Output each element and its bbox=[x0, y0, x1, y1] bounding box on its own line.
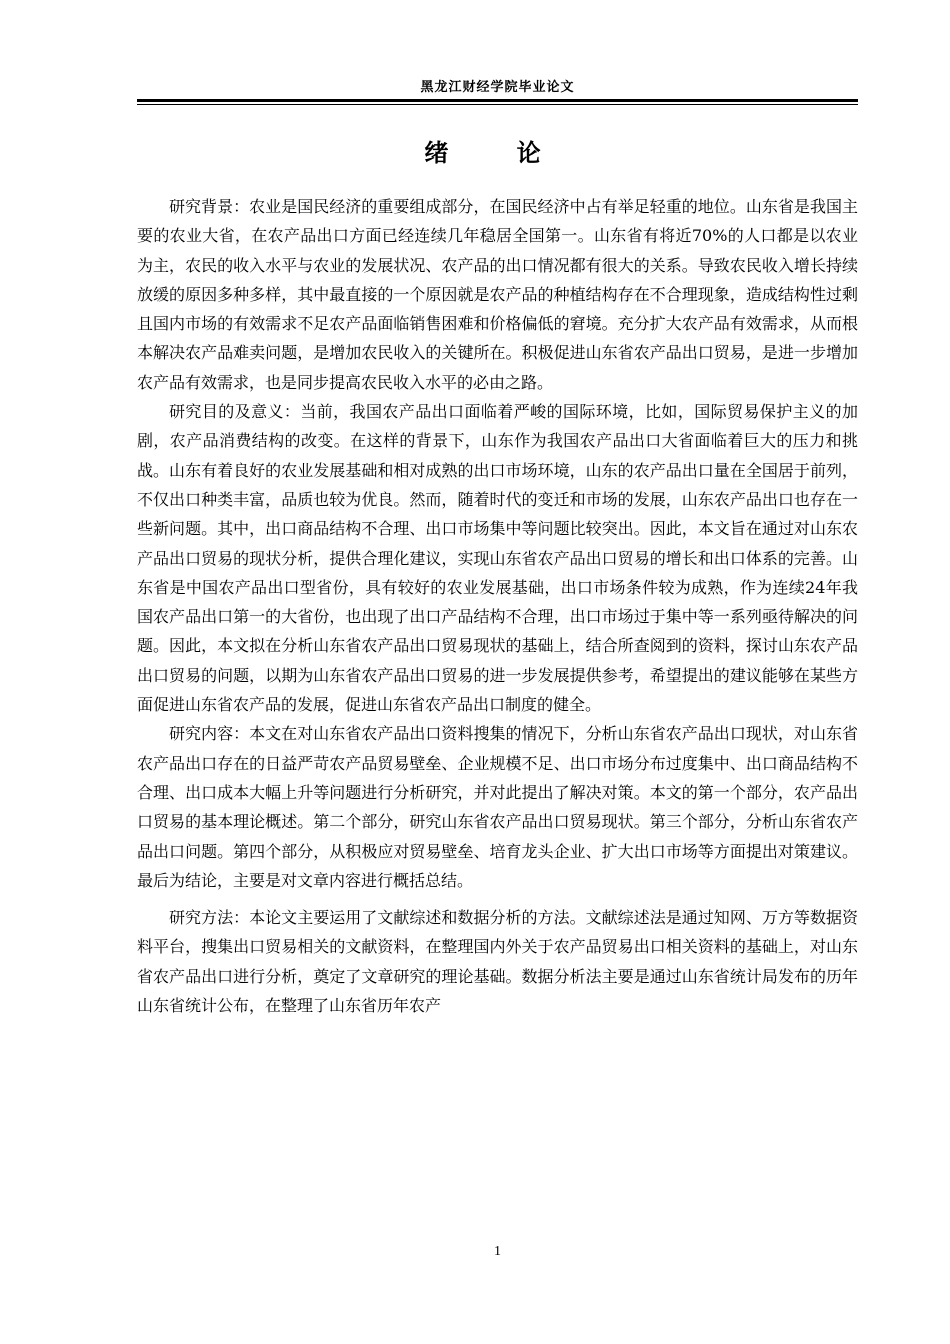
paragraph-method: 研究方法：本论文主要运用了文献综述和数据分析的方法。文献综述法是通过知网、万方等数据资料平台，搜集出口贸易相关的文献资料，在整理国内外关于农产品贸易出口相关资料的基础上，对山东省农产品出口进行分析，奠定了文章研究的理论基础。数据分析法主要是通过山东省统计局发布的历年山东省统计公布，在整理了山东省历年农产 bbox=[137, 908, 858, 1016]
paragraph-purpose: 研究目的及意义：当前，我国农产品出口面临着严峻的国际环境，比如，国际贸易保护主义的加剧，农产品消费结构的改变。在这样的背景下，山东作为我国农产品出口大省面临着巨大的压力和挑战。山东有着良好的农业发展基础和相对成熟的出口市场环境，山东的农产品出口量在全国居于前列，不仅出口种类丰富，品质也较为优良。然而，随着时代的变迁和市场的发展，山东农产品出口也存在一些新问题。其中，出口商品结构不合理、出口市场集中等问题比较突出。因此，本文旨在通过对山东农产品出口贸易的现状分析，提供合理化建议，实现山东省农产品出口贸易的增长和出口体系的完善。山东省是中国农产品出口型省份，具有较好的农业发展基础，出口市场条件较为成熟，作为连续24年我国农产品出口第一的大省份，也出现了出口产品结构不合理，出口市场过于集中等一系列亟待解决的问题。因此，本文拟在分析山东省农产品出口贸易现状的基础上，结合所查阅到的资料，探讨山东农产品出口贸易的问题，以期为山东省农产品出口贸易的进一步发展提供参考，希望提出的建议能够在某些方面促进山东省农产品的发展，促进山东省农产品出口制度的健全。 bbox=[137, 402, 858, 715]
body-text bbox=[137, 192, 858, 1020]
section-title: 绪 论 bbox=[424, 139, 571, 167]
page-header: 黑龙江财经学院毕业论文 bbox=[420, 80, 575, 95]
header-rule-thin bbox=[137, 104, 858, 105]
paragraph-content: 研究内容：本文在对山东省农产品出口资料搜集的情况下，分析山东省农产品出口现状，对山东省农产品出口存在的日益严苛农产品贸易壁垒、企业规模不足、出口市场分布过度集中、出口商品结构不合理、出口成本大幅上升等问题进行分析研究，并对此提出了解决对策。本文的第一个部分，农产品出口贸易的基本理论概述。第二个部分，研究山东省农产品出口贸易现状。第三个部分，分析山东省农产品出口问题。第四个部分，从积极应对贸易壁垒、培育龙头企业、扩大出口市场等方面提出对策建议。最后为结论，主要是对文章内容进行概括总结。 bbox=[137, 724, 858, 890]
page-number: 1 bbox=[494, 1244, 501, 1259]
paragraph-background: 研究背景：农业是国民经济的重要组成部分，在国民经济中占有举足轻重的地位。山东省是我国主要的农业大省，在农产品出口方面已经连续几年稳居全国第一。山东省有将近70%的人口都是以农业为主，农民的收入水平与农业的发展状况、农产品的出口情况都有很大的关系。导致农民收入增长持续放缓的原因多种多样，其中最直接的一个原因就是农产品的种植结构存在不合理现象，造成结构性过剩且国内市场的有效需求不足农产品面临销售困难和价格偏低的窘境。充分扩大农产品有效需求，从而根本解决农产品难卖问题，是增加农民收入的关键所在。积极促进山东省农产品出口贸易，是进一步增加农产品有效需求，也是同步提高农民收入水平的必由之路。 bbox=[137, 197, 858, 392]
header-rule-thick bbox=[137, 99, 858, 102]
